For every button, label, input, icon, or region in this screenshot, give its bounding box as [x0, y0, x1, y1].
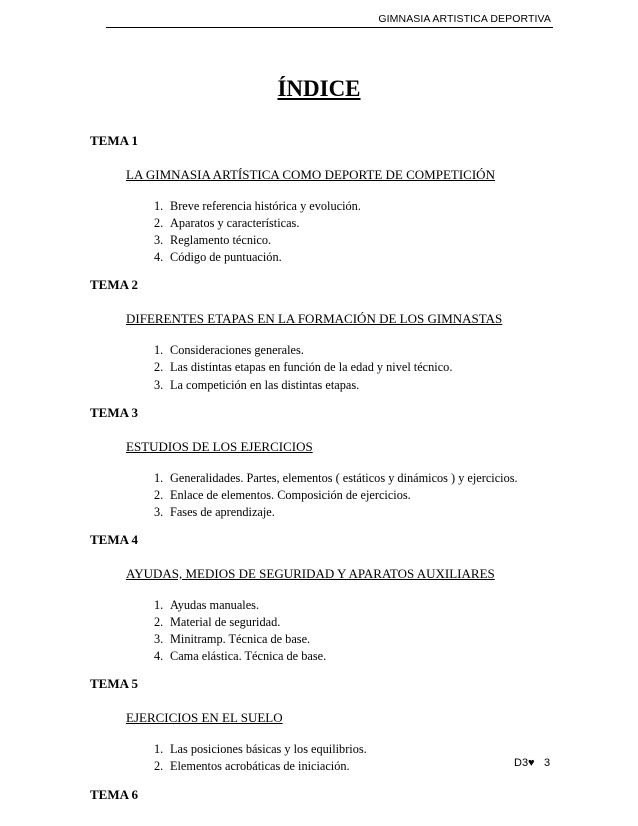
list-item: [154, 198, 610, 215]
item-number: 1.: [154, 742, 164, 757]
item-number: 4.: [154, 250, 164, 265]
tema-heading: LA GIMNASIA ARTÍSTICA COMO DEPORTE DE COMPETICIÓN: [126, 167, 495, 182]
item-text: Ayudas manuales.: [170, 597, 260, 612]
item-text: Reglamento técnico.: [170, 233, 272, 248]
item-number: 1.: [154, 343, 164, 358]
item-number: 3.: [154, 504, 164, 519]
tema-section: [90, 531, 610, 665]
list-item: [154, 487, 610, 504]
item-text: Las posiciones básicas y los equilibrios.: [170, 742, 367, 757]
item-text: Minitramp. Técnica de base.: [170, 632, 311, 647]
tema-section: [90, 404, 610, 521]
tema-label: TEMA 2: [90, 277, 139, 293]
page-number: 3: [544, 757, 551, 769]
item-text: Aparatos y características.: [170, 216, 300, 231]
item-text: Las distintas etapas en función de la edad y nivel técnico.: [170, 360, 453, 375]
tema-label: TEMA 4: [90, 531, 139, 547]
item-text: Elementos acrobáticas de iniciación.: [170, 759, 350, 774]
list-item: [154, 648, 610, 665]
list-item: [154, 597, 610, 614]
tema-label: TEMA 5: [90, 676, 139, 692]
item-text: Cama elástica. Técnica de base.: [170, 649, 327, 664]
item-number: 3.: [154, 632, 164, 647]
item-text: Generalidades. Partes, elementos ( estáticos y dinámicos ) y ejercicios.: [170, 470, 518, 485]
item-text: Material de seguridad.: [170, 615, 281, 630]
item-number: 2.: [154, 759, 164, 774]
list-item: [154, 232, 610, 249]
footer-code: D3♥: [514, 757, 535, 769]
item-number: 1.: [154, 597, 164, 612]
tema-section: [90, 132, 610, 266]
list-item: [154, 631, 610, 648]
list-item: [154, 470, 610, 487]
tema-item-list: [154, 342, 610, 393]
list-item: [154, 249, 610, 266]
item-number: 4.: [154, 649, 164, 664]
item-number: 2.: [154, 615, 164, 630]
item-text: La competición en las distintas etapas.: [170, 377, 360, 392]
list-item: [154, 359, 610, 376]
item-number: 3.: [154, 377, 164, 392]
tema-item-list: [154, 741, 610, 775]
item-text: Código de puntuación.: [170, 250, 282, 265]
item-text: Consideraciones generales.: [170, 343, 304, 358]
item-text: Breve referencia histórica y evolución.: [170, 199, 361, 213]
page-title: ÍNDICE: [277, 76, 361, 101]
tema-section: [90, 276, 610, 393]
tema-section: [90, 786, 610, 804]
list-item: [154, 758, 610, 775]
list-item: [154, 215, 610, 232]
list-item: [154, 741, 610, 758]
item-text: Fases de aprendizaje.: [170, 504, 275, 519]
item-text: Enlace de elementos. Composición de ejercicios.: [170, 487, 411, 502]
tema-item-list: [154, 597, 610, 665]
tema-heading: AYUDAS, MEDIOS DE SEGURIDAD Y APARATOS AUXILIARES: [126, 565, 495, 581]
tema-label: TEMA 6: [90, 786, 139, 802]
tema-label: TEMA 3: [90, 404, 139, 420]
tema-label: TEMA 1: [90, 133, 139, 148]
tema-heading: ESTUDIOS DE LOS EJERCICIOS: [126, 438, 313, 454]
item-number: 1.: [154, 470, 164, 485]
item-number: 2.: [154, 360, 164, 375]
tema-item-list: [154, 470, 610, 521]
index-content: [90, 132, 610, 814]
header-rule: [106, 27, 553, 28]
item-number: 3.: [154, 233, 164, 248]
tema-item-list: [154, 198, 610, 266]
item-number: 1.: [154, 199, 164, 213]
item-number: 2.: [154, 487, 164, 502]
tema-heading: EJERCICIOS EN EL SUELO: [126, 710, 283, 726]
list-item: [154, 342, 610, 359]
list-item: [154, 377, 610, 394]
list-item: [154, 504, 610, 521]
item-number: 2.: [154, 216, 164, 231]
tema-heading: DIFERENTES ETAPAS EN LA FORMACIÓN DE LOS GIMNASTAS: [126, 311, 503, 327]
running-title: GIMNASIA ARTISTICA DEPORTIVA: [378, 13, 551, 25]
list-item: [154, 614, 610, 631]
